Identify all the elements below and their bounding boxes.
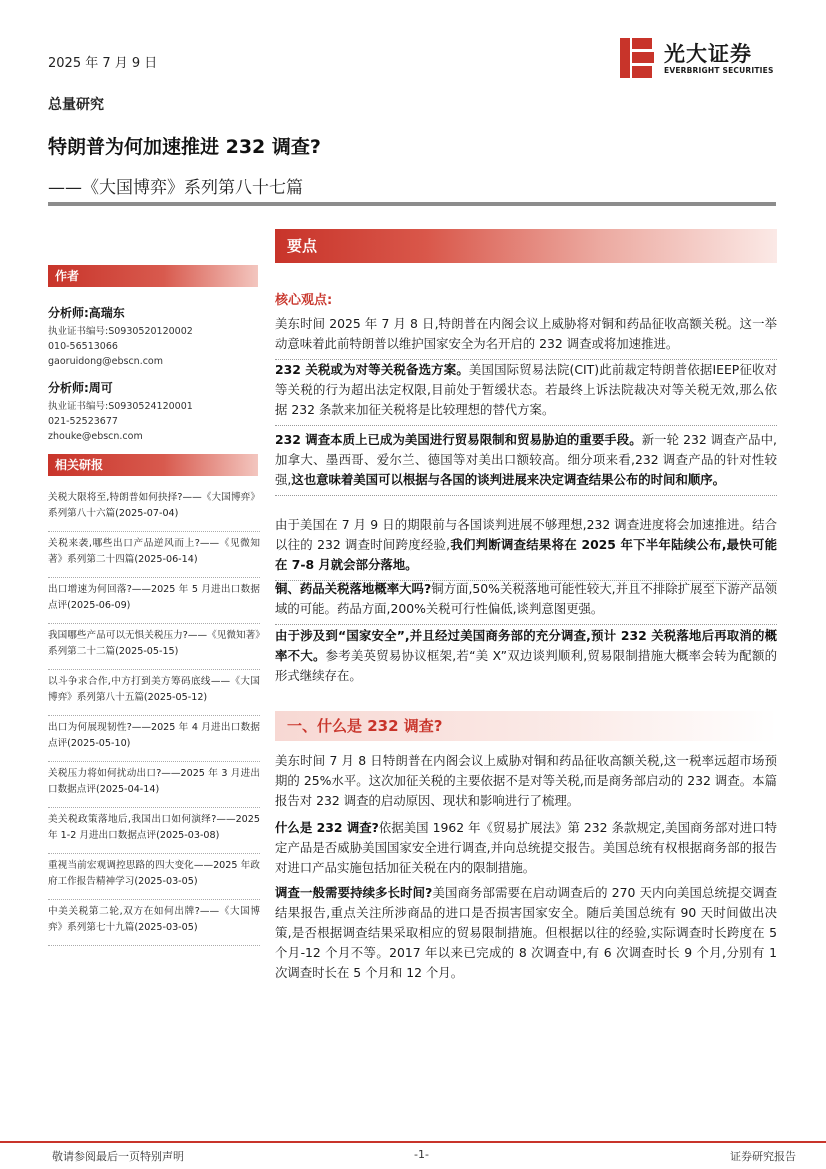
author-heading: 作者 xyxy=(48,265,258,287)
body-paragraph xyxy=(275,883,777,988)
analyst-phone: 010-56513066 xyxy=(48,341,118,352)
footer-divider xyxy=(0,1141,826,1143)
paragraph-emphasis: 这也意味着美国可以根据与各国的谈判进展来决定调查结果公布的时间和顺序。 xyxy=(291,472,726,487)
paragraph-text: 美国商务部需要在启动调查后的 270 天内向美国总统提交调查结果报告,重点关注所涉商品的进口是否损害国家安全。随后美国总统有 90 天时间做出决策,是否根据调查结果采取相应的贸易限制措施。但根据以往的经验,实际调查时长跨度在 5 个月-12 个月不等。2017 年以来已完成的 8 次调查中,有 6 次调查时长 9 个月,分别有 1 次调查时长在 5 个月和 12 个月。 xyxy=(275,885,778,980)
related-report-link[interactable]: 出口为何展现韧性?——2025 年 4 月进出口数据点评(2025-05-10) xyxy=(48,716,260,762)
key-point-paragraph xyxy=(275,515,777,581)
analyst-block xyxy=(48,304,258,369)
report-type: 证券研究报告 xyxy=(730,1150,796,1163)
page-title: 特朗普为何加速推进 232 调查? xyxy=(48,136,321,158)
related-report-link[interactable]: 关税大限将至,特朗普如何抉择?——《大国博弈》系列第八十六篇(2025-07-04) xyxy=(48,486,260,532)
report-category: 总量研究 xyxy=(48,97,104,113)
core-view-label: 核心观点: xyxy=(275,293,333,308)
related-report-link[interactable]: 我国哪些产品可以无惧关税压力?——《见微知著》系列第二十二篇(2025-05-15) xyxy=(48,624,260,670)
related-report-link[interactable]: 以斗争求合作,中方打到美方筹码底线——《大国博弈》系列第八十五篇(2025-05-12) xyxy=(48,670,260,716)
paragraph-text: 美国国际贸易法院(CIT)此前裁定特朗普依据IEEP征收对等关税的行为超出法定权限,目前处于暂缓状态。若最终上诉法院裁决对等关税无效,那么依据 232 条款来加征关税将是比较理想的替代方案。 xyxy=(275,362,778,417)
related-report-link[interactable]: 重视当前宏观调控思路的四大变化——2025 年政府工作报告精神学习(2025-03-05) xyxy=(48,854,260,900)
key-point-paragraph xyxy=(275,430,777,496)
paragraph-text: 新一轮 232 调查产品中,加拿大、墨西哥、爱尔兰、德国等对美出口额较高。细分项来看,232 调查产品的针对性较强, xyxy=(275,432,777,487)
paragraph-text: 依据美国 1962 年《贸易扩展法》第 232 条款规定,美国商务部对进口特定产品是否威胁美国国家安全进行调查,并向总统提交报告。美国总统有权根据商务部的报告对进口产品实施包括加征关税在内的限制措施。 xyxy=(275,820,777,875)
related-report-link[interactable]: 中美关税第二轮,双方在如何出牌?——《大国博弈》系列第七十九篇(2025-03-05) xyxy=(48,900,260,946)
paragraph-lead: 232 调查本质上已成为美国进行贸易限制和贸易胁迫的重要手段。 xyxy=(275,432,642,447)
related-reports-list xyxy=(48,486,260,946)
everbright-logo-icon xyxy=(620,38,654,78)
paragraph-text: 铜方面,50%关税落地可能性较大,并且不排除扩展至下游产品领域的可能。药品方面,200%关税可行性偏低,谈判意图更强。 xyxy=(275,581,778,616)
analyst-name: 分析师:高瑞东 xyxy=(48,306,125,320)
paragraph-text: 美东时间 2025 年 7 月 8 日,特朗普在内阁会议上威胁将对铜和药品征收高额关税。这一举动意味着此前特朗普以维护国家安全为名开启的 232 调查或将加速推进。 xyxy=(275,316,777,351)
page-subtitle: ——《大国博弈》系列第八十七篇 xyxy=(48,178,303,198)
analyst-block xyxy=(48,379,258,444)
analyst-email[interactable]: gaoruidong@ebscn.com xyxy=(48,356,164,367)
logo-text-en: EVERBRIGHT SECURITIES xyxy=(664,66,774,75)
key-point-paragraph xyxy=(275,626,777,691)
body-paragraph xyxy=(275,818,777,883)
analyst-cert: 执业证书编号:S0930524120001 xyxy=(48,401,193,412)
disclaimer-note: 敬请参阅最后一页特别声明 xyxy=(52,1150,184,1163)
paragraph-lead: 调查一般需要持续多长时间? xyxy=(275,885,433,900)
page-number: -1- xyxy=(414,1148,429,1161)
related-heading: 相关研报 xyxy=(48,454,258,476)
analyst-email[interactable]: zhouke@ebscn.com xyxy=(48,431,143,442)
related-report-link[interactable]: 关税压力将如何扰动出口?——2025 年 3 月进出口数据点评(2025-04-14) xyxy=(48,762,260,808)
paragraph-text: 参考美英贸易协议框架,若“美 X”双边谈判顺利,贸易限制措施大概率会转为配额的形式继续存在。 xyxy=(275,648,778,683)
paragraph-text: 美东时间 7 月 8 日特朗普在内阁会议上威胁对铜和药品征收高额关税,这一税率远超市场预期的 25%水平。这次加征关税的主要依据不是对等关税,而是商务部启动的 232 调查。本篇报告对 232 调查的启动原因、现状和影响进行了梳理。 xyxy=(275,753,777,808)
paragraph-lead: 铜、药品关税落地概率大吗? xyxy=(275,581,432,596)
related-report-link[interactable]: 关税来袭,哪些出口产品逆风而上?——《见微知著》系列第二十四篇(2025-06-14) xyxy=(48,532,260,578)
paragraph-text: 由于美国在 7 月 9 日的期限前与各国谈判进展不够理想,232 调查进度将会加速推进。结合以往的 232 调查时间跨度经验, xyxy=(275,517,777,552)
section-heading: 一、什么是 232 调查? xyxy=(275,711,777,741)
related-report-link[interactable]: 美关税政策落地后,我国出口如何演绎?——2025 年 1-2 月进出口数据点评(2025-03-08) xyxy=(48,808,260,854)
key-point-paragraph xyxy=(275,314,777,360)
key-point-paragraph xyxy=(275,579,777,625)
paragraph-lead: 232 关税或为对等关税备选方案。 xyxy=(275,362,469,377)
paragraph-lead: 由于涉及到“国家安全”,并且经过美国商务部的充分调查,预计 232 关税落地后再取消的概率不大。 xyxy=(275,628,777,663)
header-divider xyxy=(48,202,776,206)
key-points-heading: 要点 xyxy=(275,229,777,263)
key-point-paragraph xyxy=(275,360,777,426)
paragraph-lead: 什么是 232 调查? xyxy=(275,820,379,835)
report-date: 2025 年 7 月 9 日 xyxy=(48,56,158,71)
analyst-phone: 021-52523677 xyxy=(48,416,118,427)
logo-text-cn: 光大证券 xyxy=(664,42,752,66)
body-paragraph xyxy=(275,751,777,816)
paragraph-emphasis: 我们判断调查结果将在 2025 年下半年陆续公布,最快可能在 7-8 月就会部分落地。 xyxy=(275,537,777,572)
analyst-name: 分析师:周可 xyxy=(48,381,113,395)
related-report-link[interactable]: 出口增速为何回落?——2025 年 5 月进出口数据点评(2025-06-09) xyxy=(48,578,260,624)
analyst-cert: 执业证书编号:S0930520120002 xyxy=(48,326,193,337)
company-logo xyxy=(620,36,780,82)
